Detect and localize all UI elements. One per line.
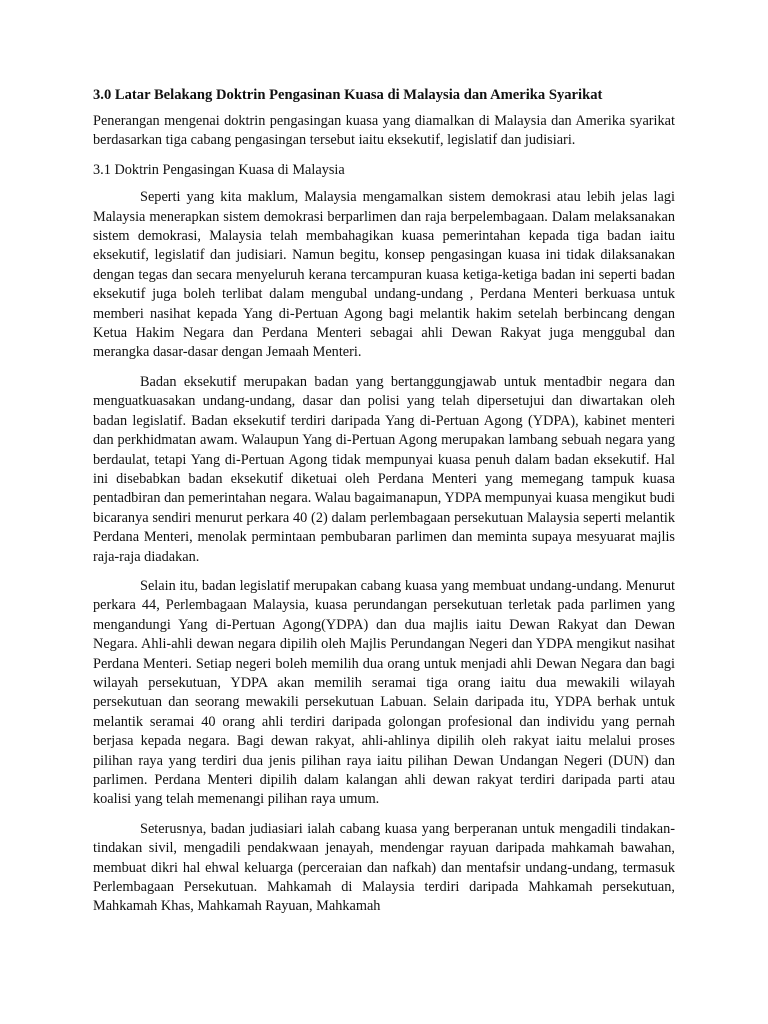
document-page: [93, 85, 675, 927]
subsection-heading: 3.1 Doktrin Pengasingan Kuasa di Malaysia: [93, 161, 345, 178]
body-paragraph: Seperti yang kita maklum, Malaysia mengamalkan sistem demokrasi atau lebih jelas lagi Malaysia menerapkan sistem demokrasi berparlimen dan raja berpelembagaan. Dalam melaksanakan sistem demokrasi, Malaysia telah membahagikan kuasa pemerintahan kepada tiga badan iaitu eksekutif, legislatif dan judisiari. Namun begitu, konsep pengasingan kuasa ini tidak dilaksanakan dengan tegas dan secara menyeluruh kerana tercampuran kuasa ketiga-ketiga badan ini seperti badan eksekutif juga boleh terlibat dalam mengubal undang-undang , Perdana Menteri berkuasa untuk memberi nasihat kepada Yang di-Pertuan Agong bagi melantik hakim setelah berbincang dengan Ketua Hakim Negara dan Perdana Menteri sebagai ahli Dewan Rakyat juga menggubal dan merangka dasar-dasar dengan Jemaah Menteri.: [93, 189, 675, 361]
intro-paragraph: Penerangan mengenai doktrin pengasingan kuasa yang diamalkan di Malaysia dan Amerika syarikat berdasarkan tiga cabang pengasingan tersebut iaitu eksekutif, legislatif dan judisiari.: [93, 113, 675, 149]
body-paragraph: Selain itu, badan legislatif merupakan cabang kuasa yang membuat undang-undang. Menurut perkara 44, Perlembagaan Malaysia, kuasa perundangan persekutuan terletak pada parlimen yang mengandungi Yang di-Pertuan Agong(YDPA) dan dua majlis iaitu Dewan Rakyat dan Dewan Negara. Ahli-ahli dewan negara dipilih oleh Majlis Perundangan Negeri dan YDPA mengikut nasihat Perdana Menteri. Setiap negeri boleh memilih dua orang untuk menjadi ahli Dewan Negara dan bagi wilayah persekutuan, YDPA akan memilih seramai tiga orang iaitu dua mewakili wilayah persekutuan dan seorang mewakili persekutuan Labuan. Selain daripada itu, YDPA berhak untuk melantik seramai 40 orang ahli terdiri daripada golongan profesional dan individu yang pernah berjasa kepada negara. Bagi dewan rakyat, ahli-ahlinya dipilih oleh rakyat iaitu melalui proses pilihan raya yang terdiri dua jenis pilihan raya iaitu pilihan Dewan Undangan Negeri (DUN) dan parlimen. Perdana Menteri dipilih dalam kalangan ahli dewan rakyat terdiri daripada parti atau koalisi yang telah memenangi pilihan raya umum.: [93, 577, 675, 808]
body-paragraph: Badan eksekutif merupakan badan yang bertanggungjawab untuk mentadbir negara dan menguatkuasakan undang-undang, dasar dan polisi yang telah dipersetujui dan diwartakan oleh badan legislatif. Badan eksekutif terdiri daripada Yang di-Pertuan Agong (YDPA), kabinet menteri dan perkhidmatan awam. Walaupun Yang di-Pertuan Agong merupakan lambang sebuah negara yang berdaulat, tetapi Yang di-Pertuan Agong tidak mempunyai kuasa penuh dalam badan eksekutif. Hal ini disebabkan badan eksekutif diketuai oleh Perdana Menteri yang memegang tampuk kuasa pentadbiran dan pemerintahan negara. Walau bagaimanapun, YDPA mempunyai kuasa mengikut budi bicaranya sendiri menurut perkara 40 (2) dalam perlembagaan persekutuan Malaysia seperti melantik Perdana Menteri, menolak permintaan pembubaran parlimen dan meminta supaya mesyuarat majlis raja-raja diadakan.: [93, 373, 675, 565]
body-paragraph: Seterusnya, badan judiasiari ialah cabang kuasa yang berperanan untuk mengadili tindakan-tindakan sivil, mengadili pendakwaan jenayah, mendengar rayuan daripada mahkamah bawahan, membuat dikri hal ehwal keluarga (perceraian dan nafkah) dan mentafsir undang-undang, termasuk Perlembagaan Persekutuan. Mahkamah di Malaysia terdiri daripada Mahkamah persekutuan, Mahkamah Khas, Mahkamah Rayuan, Mahkamah: [93, 820, 675, 915]
section-heading: 3.0 Latar Belakang Doktrin Pengasinan Kuasa di Malaysia dan Amerika Syarikat: [93, 87, 603, 103]
